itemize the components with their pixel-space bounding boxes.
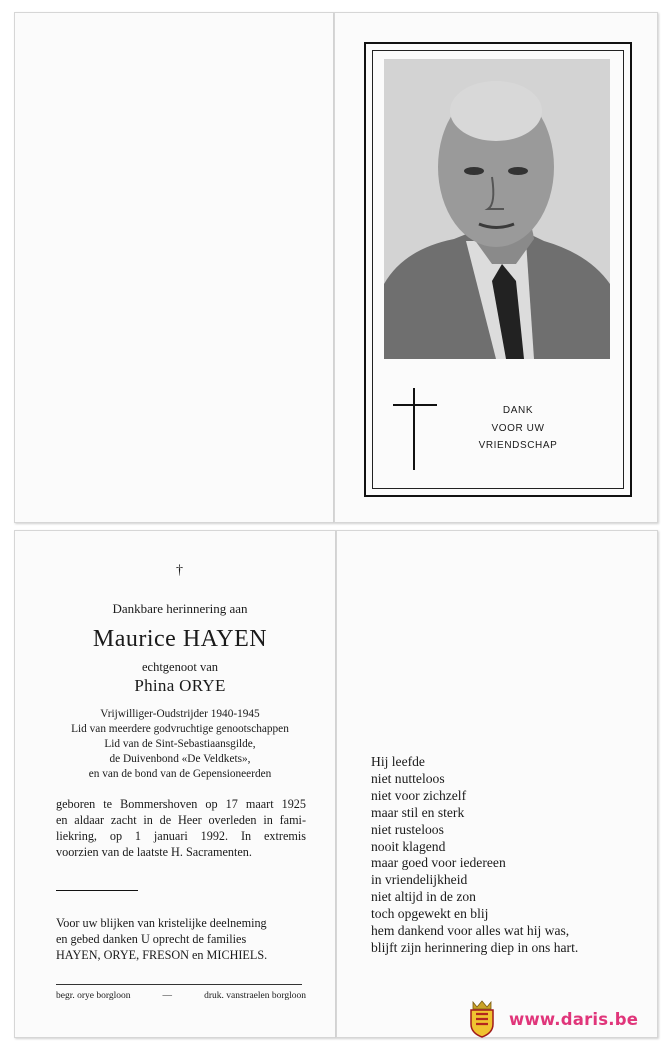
- memberships-list: [28, 707, 332, 782]
- deceased-name: Maurice HAYEN: [92, 626, 268, 652]
- undertaker-credit: begr. orye borgloon: [56, 991, 131, 1001]
- family-thanks-paragraph: [56, 915, 306, 963]
- cross-icon-vertical: [413, 388, 415, 470]
- membership-line: de Duivenbond «De Veldkets»,: [109, 753, 251, 765]
- thanks-line: DANK: [502, 405, 534, 416]
- daris-crest-icon: [467, 998, 497, 1038]
- membership-line: Vrijwilliger-Oudstrijder 1940-1945: [100, 708, 260, 720]
- paragraph-line: geboren te Bommershoven op 17 maart 1925: [56, 797, 306, 811]
- small-cross-icon: †: [176, 563, 183, 578]
- cross-icon-horizontal: [393, 404, 437, 406]
- spouse-intro: echtgenoot van: [141, 660, 218, 674]
- separator-line: [56, 890, 138, 891]
- membership-line: Lid van meerdere godvruchtige genootschappen: [71, 723, 289, 735]
- paragraph-line: liekring, op 1 januari 1992. In extremis: [56, 829, 306, 843]
- poem-line: niet voor zichzelf: [371, 787, 467, 803]
- thanks-line: VRIENDSCHAP: [478, 440, 558, 451]
- poem-line: niet nutteloos: [371, 770, 445, 786]
- thanks-line: VOOR UW: [491, 422, 545, 434]
- poem: [371, 754, 641, 957]
- footer-dash: —: [162, 991, 173, 1001]
- printer-footer: [56, 991, 306, 1001]
- paragraph-line: en aldaar zacht in de Heer overleden in fami-: [56, 813, 306, 827]
- portrait-photo: [384, 59, 610, 359]
- intro-text: Dankbare herinnering aan: [112, 601, 248, 616]
- paragraph-line: voorzien van de laatste H. Sacramenten.: [56, 845, 252, 859]
- paragraph-line: HAYEN, ORYE, FRESON en MICHIELS.: [56, 948, 268, 962]
- poem-line: in vriendelijkheid: [371, 872, 468, 888]
- poem-line: maar goed voor iedereen: [371, 855, 506, 871]
- poem-line: Hij leefde: [371, 754, 425, 769]
- paragraph-line: en gebed danken U oprecht de families: [56, 932, 247, 946]
- paragraph-line: Voor uw blijken van kristelijke deelneming: [56, 916, 267, 930]
- poem-line: niet altijd in de zon: [371, 889, 476, 905]
- poem-line: maar stil en sterk: [371, 804, 465, 820]
- membership-line: Lid van de Sint-Sebastiaansgilde,: [104, 738, 256, 750]
- footer-rule: [56, 984, 302, 985]
- poem-line: nooit klagend: [371, 838, 446, 854]
- card-back-blank-panel: [14, 12, 334, 523]
- printer-credit: druk. vanstraelen borgloon: [204, 991, 306, 1001]
- poem-line: niet rusteloos: [371, 821, 444, 837]
- spouse-name: Phina ORYE: [134, 676, 226, 695]
- membership-line: en van de bond van de Gepensioneerden: [88, 768, 272, 780]
- poem-line: hem dankend voor alles wat hij was,: [371, 923, 570, 939]
- poem-line: toch opgewekt en blij: [371, 906, 489, 922]
- thanks-caption: [468, 402, 568, 455]
- birth-death-paragraph: [56, 796, 306, 860]
- poem-line: blijft zijn herinnering diep in ons hart.: [371, 939, 579, 955]
- watermark-text[interactable]: www.daris.be: [509, 1010, 639, 1029]
